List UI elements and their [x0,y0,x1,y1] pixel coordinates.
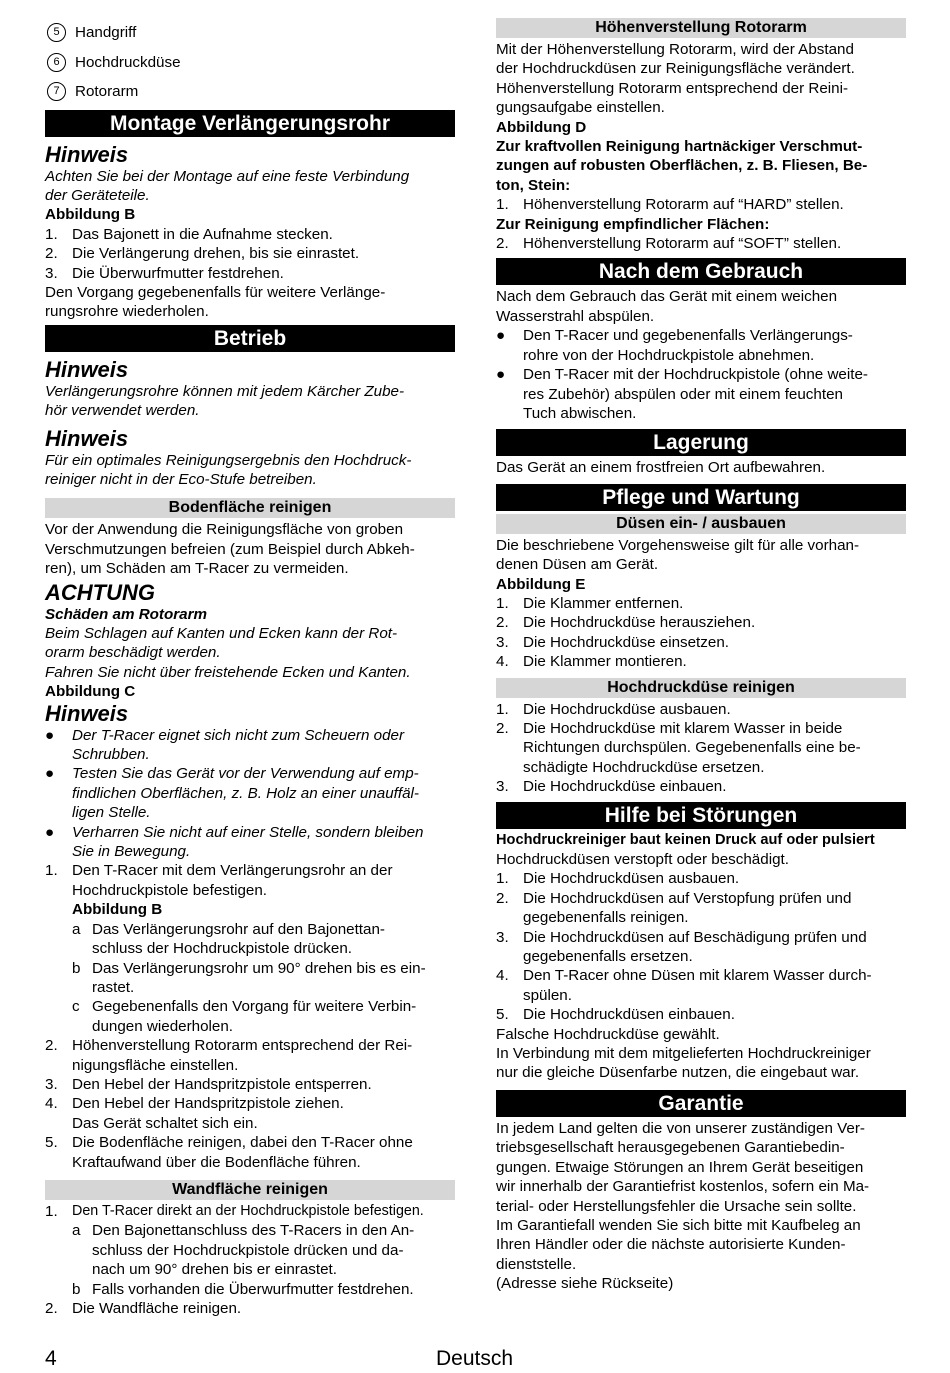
part-label: Hochdruckdüse [75,53,181,71]
list-item: 1. Den T-Racer direkt an der Hochdruckpistole befestigen. [45,1202,424,1220]
paragraph: Vor der Anwendung die Reinigungsfläche von groben Verschmutzungen befreien (zum Beispiel durch Abkeh- ren), um Schäden am T-Racer zu vermeiden. [45,521,415,578]
bold-paragraph: Zur kraftvollen Reinigung hartnäckiger Verschmut- zungen auf robusten Oberflächen, z. B. Fliesen, Be- ton, Stein: [496,138,868,194]
bullet-item: ● Den T-Racer und gegebenenfalls Verlängerungs- rohre von der Hochdruckpistole abnehmen. [496,327,853,364]
part-label: Handgriff [75,24,137,42]
note-text: Achten Sie bei der Montage auf eine feste Verbindung der Geräteteile. [45,167,410,204]
subsection-heading-hoehe: Höhenverstellung Rotorarm [496,18,906,38]
part-number: 7 [47,82,66,101]
note-heading: Hinweis [45,700,129,726]
section-heading-montage: Montage Verlängerungsrohr [45,110,455,137]
paragraph: Die beschriebene Vorgehensweise gilt für alle vorhan- denen Düsen am Gerät. [496,536,860,574]
figure-reference: Abbildung E [496,575,586,593]
left-column [45,18,455,1318]
subsection-heading-duesen: Düsen ein- / ausbauen [496,514,906,534]
bold-paragraph: Zur Reinigung empfindlicher Flächen: [496,215,770,233]
warning-heading: ACHTUNG [45,579,155,605]
list-item: 5. Die Bodenfläche reinigen, dabei den T-Racer ohne Kraftaufwand über die Bodenfläche führen. [45,1134,413,1171]
section-heading-betrieb: Betrieb [45,325,455,352]
part-item [45,18,455,48]
list-item: 1. Die Hochdruckdüsen ausbauen. [496,870,740,888]
subsection-heading-hochdruckduese: Hochdruckdüse reinigen [496,678,906,698]
part-list [45,18,455,107]
bullet-item: ● Verharren Sie nicht auf einer Stelle, sondern bleiben Sie in Bewegung. [45,823,424,861]
paragraph: Hochdruckdüsen verstopft oder beschädigt. [496,851,789,868]
list-item: 2. Die Verlängerung drehen, bis sie einrastet. [45,245,360,263]
page-number: 4 [45,1347,57,1370]
part-item [45,48,455,78]
right-column [496,18,906,1294]
list-item: 2. Die Hochdruckdüse herausziehen. [496,614,756,632]
bullet-item: ● Den T-Racer mit der Hochdruckpistole (ohne weite- res Zubehör) abspülen oder mit einem feuchten Tuch abwischen. [496,366,868,422]
bullet-item: ● Testen Sie das Gerät vor der Verwendung auf emp- findlichen Oberflächen, z. B. Holz an einer unauffäl- ligen Stelle. [45,765,419,822]
subsection-heading-wand: Wandfläche reinigen [45,1180,455,1200]
section-heading-pflege: Pflege und Wartung [496,484,906,511]
paragraph: Das Gerät an einem frostfreien Ort aufbewahren. [496,459,826,477]
paragraph: Nach dem Gebrauch das Gerät mit einem weichen Wasserstrahl abspülen. [496,288,838,325]
part-number: 6 [47,53,66,72]
sub-list-item: c Gegebenenfalls den Vorgang für weitere Verbin- dungen wiederholen. [72,998,417,1035]
list-item: 3. Die Hochdruckdüse einsetzen. [496,633,729,651]
section-heading-lagerung: Lagerung [496,429,906,456]
figure-reference: Abbildung D [496,118,587,136]
list-item: 2. Die Hochdruckdüsen auf Verstopfung prüfen und gegebenenfalls reinigen. [496,889,852,927]
list-item: 3. Die Überwurfmutter festdrehen. [45,264,284,282]
sub-list-item: a Den Bajonettanschluss des T-Racers in den An- schluss der Hochdruckpistole drücken und da- nach um 90° drehen bis er einrastet. [72,1222,415,1279]
sub-list-item: a Das Verlängerungsrohr auf den Bajonettan- schluss der Hochdruckpistole drücken. [72,920,385,958]
paragraph: In jedem Land gelten die von unserer zuständigen Ver- triebsgesellschaft herausgegebenen Garantiebedin- gungen. Etwaige Störungen an Ihrem Gerät beseitigen wir innerhalb der Garantiefrist kostenlos, sofern ein Ma- terial- oder Herstellungsfehler die Ursache sein sollte. Im Garantiefall wenden Sie sich bitte mit Kaufbeleg an Ihren Händler oder die nächste autorisierte Kunden- dienststelle. (Adresse siehe Rückseite) [496,1119,870,1293]
sub-list-item: b Das Verlängerungsrohr um 90° drehen bis es ein- rastet. [72,959,426,996]
list-item: 1. Die Klammer entfernen. [496,594,684,612]
part-label: Rotorarm [75,83,139,101]
list-item: 4. Den Hebel der Handspritzpistole ziehen. Das Gerät schaltet sich ein. [45,1095,344,1132]
note-text: Verlängerungsrohre können mit jedem Kärcher Zube- hör verwendet werden. [45,382,405,420]
list-item: 3. Die Hochdruckdüsen auf Beschädigung prüfen und gegebenenfalls ersetzen. [496,928,867,966]
list-item: 1. Höhenverstellung Rotorarm auf “HARD” stellen. [496,196,844,214]
part-number: 5 [47,23,66,42]
subsection-heading-boden: Bodenfläche reinigen [45,498,455,518]
list-item: 2. Höhenverstellung Rotorarm entsprechend der Rei- nigungsfläche einstellen. [45,1037,413,1074]
part-item [45,77,455,107]
list-item: 1. Das Bajonett in die Aufnahme stecken. [45,225,333,243]
list-item: 1. Den T-Racer mit dem Verlängerungsrohr an der Hochdruckpistole befestigen. [45,862,393,899]
footer-language: Deutsch [436,1347,514,1370]
paragraph: Den Vorgang gegebenenfalls für weitere Verlänge- rungsrohre wiederholen. [45,283,386,321]
list-item: 2. Die Hochdruckdüse mit klarem Wasser in beide Richtungen durchspülen. Gegebenenfalls eine be- schädigte Hochdruckdüse ersetzen. [496,719,861,776]
paragraph: Mit der Höhenverstellung Rotorarm, wird der Abstand der Hochdruckdüsen zur Reinigungsfläche verändert. Höhenverstellung Rotorarm entsprechend der Reini- gungsaufgabe einstellen. [496,41,855,117]
list-item: 1. Die Hochdruckdüse ausbauen. [496,700,731,718]
note-heading: Hinweis [45,141,129,167]
list-item: 4. Den T-Racer ohne Düsen mit klarem Wasser durch- spülen. [496,967,872,1004]
paragraph: Falsche Hochdruckdüse gewählt. In Verbindung mit dem mitgelieferten Hochdruckreiniger nur die gleiche Düsenfarbe nutzen, die eingebaut war. [496,1025,871,1082]
section-heading-nach: Nach dem Gebrauch [496,258,906,285]
section-heading-hilfe: Hilfe bei Störungen [496,802,906,829]
warning-text: Beim Schlagen auf Kanten und Ecken kann der Rot- orarm beschädigt werden. Fahren Sie nicht über freistehende Ecken und Kanten. [45,625,411,681]
note-heading: Hinweis [45,425,129,451]
note-heading: Hinweis [45,356,129,382]
figure-reference: Abbildung C [45,683,136,701]
figure-reference: Abbildung B [72,901,163,919]
sub-list-item: b Falls vorhanden die Überwurfmutter festdrehen. [72,1280,414,1298]
note-text: Für ein optimales Reinigungsergebnis den Hochdruck- reiniger nicht in der Eco-Stufe betreiben. [45,451,412,488]
list-item: 2. Die Wandfläche reinigen. [45,1300,242,1317]
warning-title: Schäden am Rotorarm [45,605,208,623]
figure-reference: Abbildung B [45,206,136,224]
bold-paragraph: Hochdruckreiniger baut keinen Druck auf oder pulsiert [496,831,875,848]
bullet-item: ● Der T-Racer eignet sich nicht zum Scheuern oder Schrubben. [45,726,405,764]
list-item: 3. Die Hochdruckdüse einbauen. [496,778,727,796]
list-item: 2. Höhenverstellung Rotorarm auf “SOFT” stellen. [496,235,842,253]
list-item: 4. Die Klammer montieren. [496,653,687,671]
list-item: 3. Den Hebel der Handspritzpistole entsperren. [45,1075,372,1093]
section-heading-garantie: Garantie [496,1090,906,1117]
list-item: 5. Die Hochdruckdüsen einbauen. [496,1006,735,1024]
